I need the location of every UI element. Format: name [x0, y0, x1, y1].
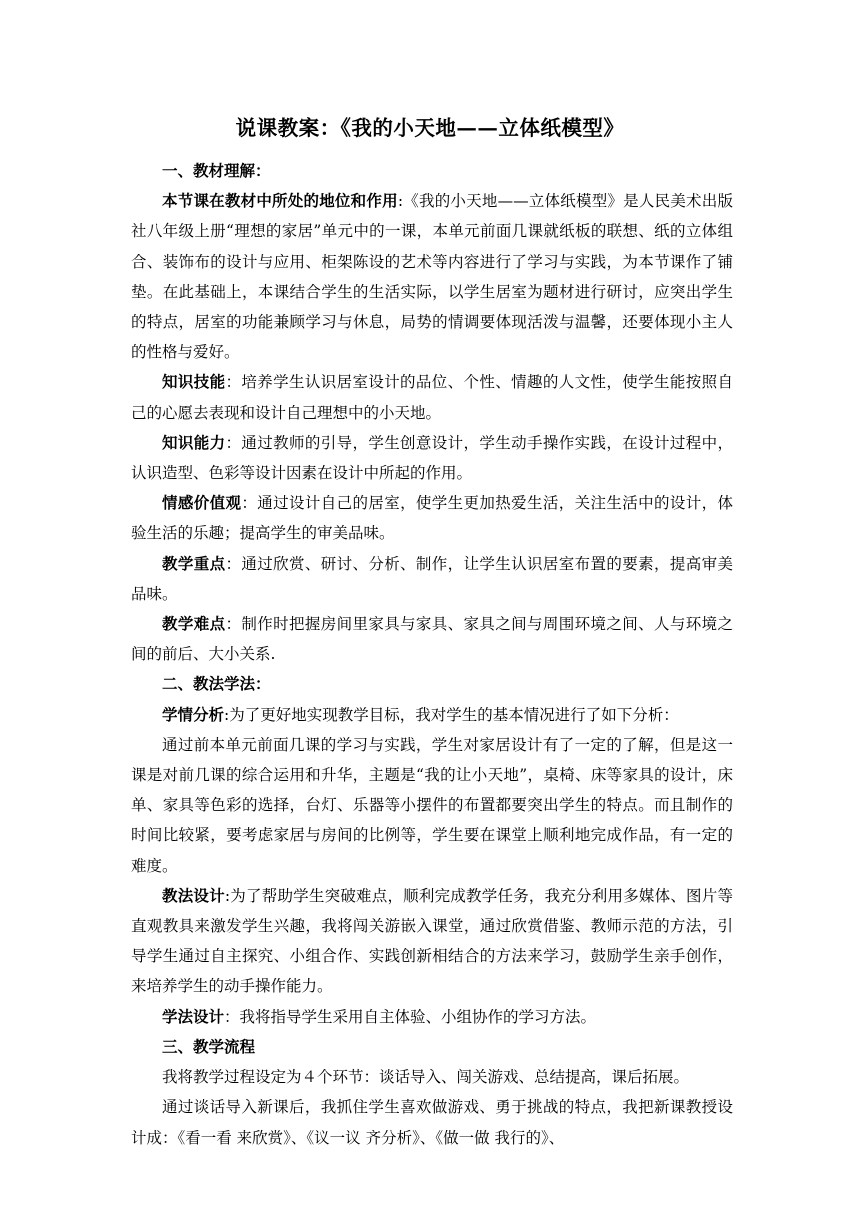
- text-student-analysis: :为了更好地实现教学目标，我对学生的基本情况进行了如下分析：: [224, 705, 679, 724]
- paragraph-position-role: [131, 186, 733, 367]
- document-title: 说课教案：《我的小天地——立体纸模型》: [235, 116, 625, 140]
- text-teaching-method: :为了帮助学生突破难点，顺利完成教学任务，我充分利用多媒体、图片等直观教具来激发学生兴趣，我将闯关游嵌入课堂，通过欣赏借鉴、教师示范的方法，引导学生通过自主探究、小组合作、实践创新相结合的方法来学习，鼓励学生亲手创作，来培养学生的动手操作能力。: [131, 886, 733, 996]
- lead-knowledge-ability: 知识能力: [162, 432, 226, 452]
- paragraph-teaching-focus: [131, 549, 733, 609]
- text-position-role: :《我的小天地——立体纸模型》是人民美术出版社八年级上册“理想的家居”单元中的一课，本单元前面几课就纸板的联想、纸的立体组合、装饰布的设计与应用、柜架陈设的艺术等内容进行了学习与实践，为本节课作了铺垫。在此基础上，本课结合学生的生活实际，以学生居室为题材进行研讨，应突出学生的特点，居室的功能兼顾学习与休息，局势的情调要体现活泼与温馨，还要体现小主人的性格与爱好。: [131, 192, 733, 362]
- paragraph-student-analysis: [131, 700, 733, 730]
- paragraph-student-analysis-detail: 通过前本单元前面几课的学习与实践，学生对家居设计有了一定的了解，但是这一课是对前几课的综合运用和升华，主题是“我的让小天地”，桌椅、床等家具的设计，床单、家具等色彩的选择，台灯、乐器等小摆件的布置都要突出学生的特点。而且制作的时间比较紧，要考虑家居与房间的比例等，学生要在课堂上顺利地完成作品，有一定的难度。: [131, 735, 733, 875]
- text-emotion-values: ：通过设计自己的居室，使学生更加热爱生活，关注生活中的设计，体验生活的乐趣；提高学生的审美品味。: [131, 494, 733, 543]
- paragraph-process-steps: 我将教学过程设定为４个环节：谈话导入、闯关游戏、总结提高，课后拓展。: [162, 1068, 690, 1087]
- section-heading-textbook: 一、教材理解：: [162, 161, 271, 180]
- paragraph-learning-method: [131, 1002, 733, 1032]
- text-learning-method: ：我将指导学生采用自主体验、小组协作的学习方法。: [224, 1007, 597, 1026]
- paragraph-knowledge-ability: [131, 428, 733, 488]
- lead-emotion-values: 情感价值观: [162, 493, 242, 513]
- lead-position-role: 本节课在教材中所处的地位和作用: [162, 191, 398, 211]
- paragraph-teaching-method: [131, 881, 733, 1002]
- document-body: [131, 156, 733, 1153]
- lead-teaching-difficulty: 教学难点: [162, 614, 226, 634]
- section-heading-process: 三、教学流程: [162, 1036, 256, 1056]
- paragraph-process-detail: 通过谈话导入新课后，我抓住学生喜欢做游戏、勇于挑战的特点，我把新课教授设计成：《看一看 来欣赏》、《议一议 齐分析》、《做一做 我行的》、: [131, 1098, 733, 1147]
- paragraph-emotion-values: [131, 488, 733, 548]
- paragraph-knowledge-skills: [131, 367, 733, 427]
- lead-teaching-method: 教法设计: [162, 885, 225, 905]
- text-knowledge-ability: ：通过教师的引导，学生创意设计，学生动手操作实践，在设计过程中，认识造型、色彩等设计因素在设计中所起的作用。: [131, 433, 733, 483]
- section-heading-methods: 二、教法学法：: [162, 674, 271, 694]
- text-teaching-difficulty: ：制作时把握房间里家具与家具、家具之间与周围环境之间、人与环境之间的前后、大小关系.: [131, 615, 733, 664]
- lead-teaching-focus: 教学重点: [162, 553, 226, 573]
- lead-learning-method: 学法设计: [162, 1006, 225, 1026]
- lead-knowledge-skills: 知识技能: [162, 372, 226, 392]
- paragraph-teaching-difficulty: [131, 609, 733, 669]
- text-teaching-focus: ：通过欣赏、研讨、分析、制作，让学生认识居室布置的要素，提高审美品味。: [131, 554, 733, 603]
- text-knowledge-skills: ：培养学生认识居室设计的品位、个性、情趣的人文性，使学生能按照自己的心愿去表现和设计自己理想中的小天地。: [131, 373, 733, 422]
- lead-student-analysis: 学情分析: [162, 704, 225, 724]
